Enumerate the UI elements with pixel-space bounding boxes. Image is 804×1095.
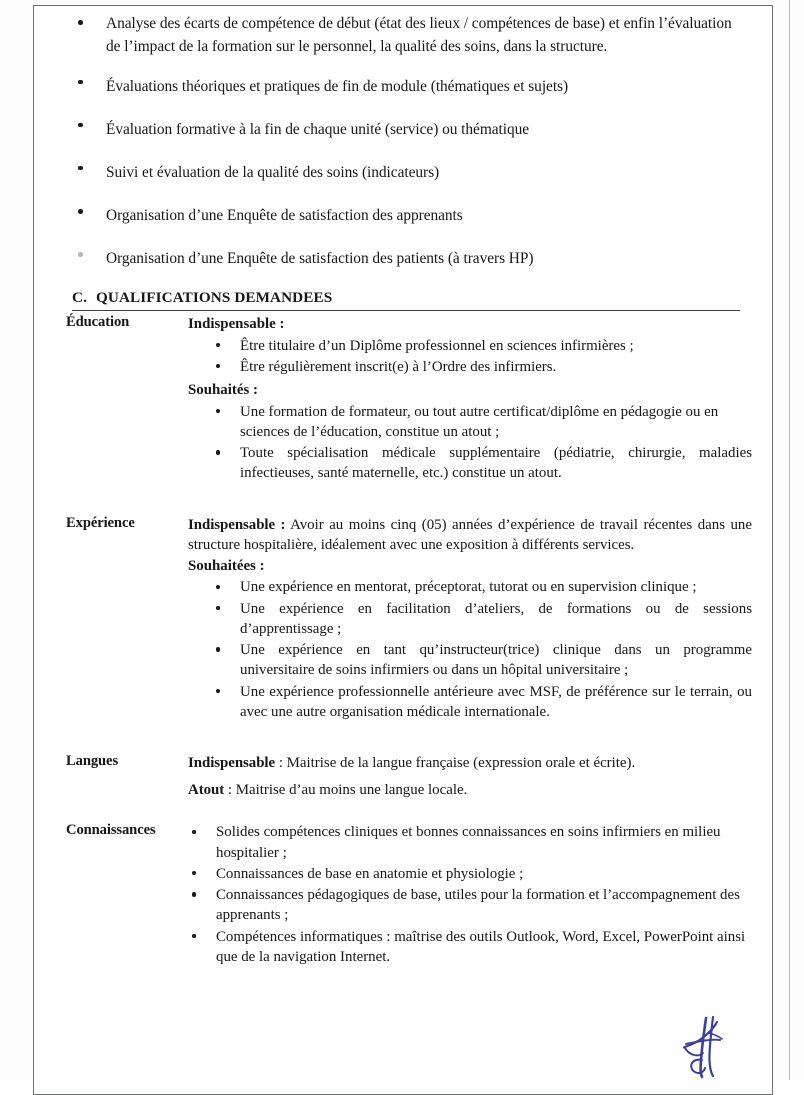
indispensable-text: : Maitrise de la langue française (expression orale et écrite). bbox=[275, 755, 636, 772]
bullet-icon bbox=[216, 343, 220, 347]
qualification-row-education bbox=[66, 314, 752, 485]
bullet-icon bbox=[192, 830, 196, 834]
list-item-text: Une expérience professionnelle antérieure avec MSF, de préférence sur le terrain, ou avec une autre organisation médicale internationale. bbox=[240, 683, 752, 720]
list-item bbox=[72, 115, 736, 145]
list-item-text: Compétences informatiques : maîtrise des outils Outlook, Word, Excel, PowerPoint ainsi que de la navigation Internet. bbox=[216, 928, 746, 965]
list-item bbox=[72, 201, 736, 231]
langues-indispensable-paragraph bbox=[188, 753, 752, 774]
list-item bbox=[188, 682, 752, 723]
row-gap bbox=[66, 800, 752, 822]
section-letter: C. bbox=[72, 289, 87, 306]
atout-lead: Atout bbox=[188, 781, 225, 798]
list-item bbox=[188, 599, 752, 640]
list-item-text: Évaluations théoriques et pratiques de fin de module (thématiques et sujets) bbox=[106, 77, 569, 95]
section-divider bbox=[72, 310, 740, 312]
langues-atout-paragraph bbox=[188, 780, 752, 801]
indispensable-lead: Indispensable bbox=[188, 755, 276, 772]
atout-text: : Maitrise d’au moins une langue locale. bbox=[224, 781, 468, 798]
list-item bbox=[72, 158, 736, 188]
row-content bbox=[188, 314, 752, 485]
list-item-text: Solides compétences cliniques et bonnes connaissances en soins infirmiers en milieu hospitalier ; bbox=[216, 824, 721, 861]
bullet-icon bbox=[78, 252, 83, 257]
section-heading-block bbox=[72, 289, 744, 311]
list-item-text: Une expérience en facilitation d’ateliers, de formations ou de sessions d’apprentissage ; bbox=[240, 600, 752, 637]
section-title: QUALIFICATIONS DEMANDEES bbox=[95, 289, 333, 306]
list-item bbox=[188, 402, 752, 443]
souhaitees-heading: Souhaitées : bbox=[188, 557, 265, 574]
bullet-icon bbox=[192, 871, 196, 875]
bullet-icon bbox=[78, 209, 83, 214]
bullet-icon bbox=[216, 585, 220, 589]
bullet-icon bbox=[216, 689, 220, 693]
bullet-icon bbox=[78, 123, 83, 128]
list-item bbox=[72, 72, 736, 102]
row-label: Langues bbox=[66, 753, 119, 770]
list-item-text: Organisation d’une Enquête de satisfaction des apprenants bbox=[106, 206, 463, 224]
list-item-text: Organisation d’une Enquête de satisfaction des patients (à travers HP) bbox=[106, 249, 534, 267]
qualifications-table bbox=[66, 314, 752, 968]
list-item bbox=[188, 357, 752, 377]
bullet-icon bbox=[78, 166, 83, 171]
list-item bbox=[164, 822, 752, 863]
list-item-text: Être régulièrement inscrit(e) à l’Ordre des infirmiers. bbox=[240, 358, 557, 375]
qualification-row-experience bbox=[66, 515, 752, 724]
scan-edge-line bbox=[789, 0, 790, 1080]
list-item-text: Toute spécialisation médicale supplémentaire (pédiatrie, chirurgie, maladies infectieuses, santé maternelle, etc.) constitue un atout. bbox=[240, 445, 752, 482]
qualification-row-langues bbox=[66, 753, 752, 800]
list-item-text: Connaissances pédagogiques de base, utiles pour la formation et l’accompagnement des apprenants ; bbox=[216, 887, 740, 924]
bullet-icon bbox=[192, 934, 196, 938]
bullet-icon bbox=[216, 647, 220, 651]
row-content bbox=[188, 515, 752, 724]
bullet-icon bbox=[216, 364, 220, 368]
list-item bbox=[188, 577, 752, 597]
row-label: Éducation bbox=[66, 314, 130, 330]
bullet-icon bbox=[216, 409, 220, 413]
connaissances-list bbox=[164, 822, 752, 967]
list-item bbox=[164, 864, 752, 884]
list-item-text: Être titulaire d’un Diplôme professionnel en sciences infirmières ; bbox=[240, 337, 634, 354]
list-item-text: Une expérience en mentorat, préceptorat, tutorat ou en supervision clinique ; bbox=[240, 579, 697, 596]
list-item-text: Une expérience en tant qu’instructeur(trice) clinique dans un programme universitaire de soins infirmiers ou dans un hôpital universitaire ; bbox=[240, 642, 752, 679]
list-item-text: Suivi et évaluation de la qualité des soins (indicateurs) bbox=[106, 163, 440, 181]
bullet-icon bbox=[216, 450, 220, 454]
bullet-icon bbox=[78, 20, 83, 25]
section-heading bbox=[72, 289, 332, 308]
list-item-text: Évaluation formative à la fin de chaque unité (service) ou thématique bbox=[106, 120, 530, 138]
list-item bbox=[188, 640, 752, 681]
experience-indispensable-paragraph bbox=[188, 515, 752, 556]
list-item-text: Une formation de formateur, ou tout autre certificat/diplôme en pédagogie ou en sciences de l’éducation, constitue un atout ; bbox=[240, 403, 719, 440]
row-gap bbox=[66, 485, 752, 515]
row-label: Connaissances bbox=[66, 822, 156, 839]
list-item bbox=[164, 885, 752, 926]
experience-souhaitees-list bbox=[188, 577, 752, 722]
indispensable-text: Avoir au moins cinq (05) années d’expérience de travail récentes dans une structure hospitalière, idéalement avec une exposition à différents services. bbox=[188, 516, 752, 554]
row-label: Expérience bbox=[66, 514, 135, 531]
row-content bbox=[188, 822, 752, 968]
souhaites-heading: Souhaités : bbox=[188, 382, 258, 399]
bullet-icon bbox=[216, 606, 220, 610]
document-page bbox=[33, 5, 773, 1095]
qualification-row-connaissances bbox=[66, 822, 752, 968]
list-item bbox=[72, 244, 736, 274]
bullet-icon bbox=[78, 80, 83, 85]
row-gap bbox=[66, 723, 752, 753]
list-item bbox=[72, 12, 736, 59]
list-item-text: Analyse des écarts de compétence de début (état des lieux / compétences de base) et enfin l’évaluation de l’impact de la formation sur le personnel, la qualité des soins, dans la structure. bbox=[106, 15, 732, 56]
list-item bbox=[188, 336, 752, 356]
list-item bbox=[188, 443, 752, 484]
bullet-icon bbox=[192, 892, 196, 896]
list-item bbox=[164, 927, 752, 968]
row-content bbox=[188, 753, 752, 800]
indispensable-heading: Indispensable : bbox=[188, 316, 285, 332]
evaluation-bullet-list bbox=[72, 12, 736, 287]
education-souhaites-list bbox=[188, 402, 752, 484]
indispensable-lead: Indispensable : bbox=[188, 516, 286, 533]
education-indispensable-list bbox=[188, 336, 752, 378]
list-item-text: Connaissances de base en anatomie et physiologie ; bbox=[216, 865, 524, 882]
